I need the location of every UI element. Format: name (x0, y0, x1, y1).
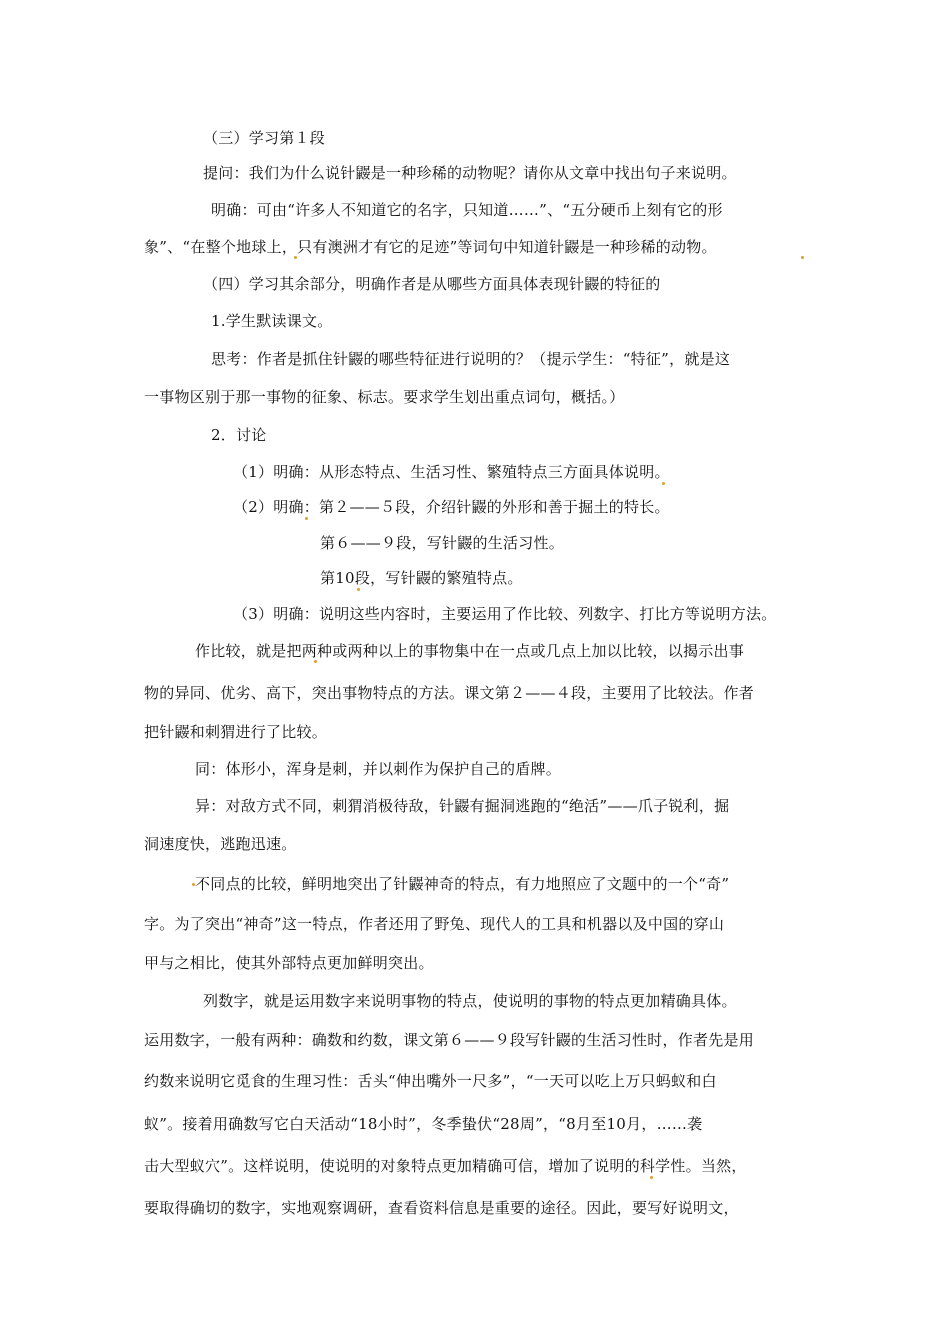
point-2-line: （2）明确：第２——５段，介绍针鼹的外形和善于掘土的特长。 (233, 498, 670, 516)
numbers-line-2: 运用数字，一般有两种：确数和约数，课文第６——９段写针鼹的生活习性时，作者先是用 (144, 1031, 755, 1049)
point-1-line: （1）明确：从形态特点、生活习性、繁殖特点三方面具体说明。 (233, 463, 670, 481)
step-1-line: 1.学生默读课文。 (211, 312, 333, 330)
compare-line-1: 作比较，就是把两种或两种以上的事物集中在一点或几点上加以比较，以揭示出事 (195, 642, 745, 660)
scan-speck (314, 660, 317, 663)
scan-speck (357, 588, 360, 591)
think-line-1: 思考：作者是抓住针鼹的哪些特征进行说明的？（提示学生：“特征”，就是这 (211, 350, 731, 368)
contrast-line-2: 字。为了突出“神奇”这一特点，作者还用了野兔、现代人的工具和机器以及中国的穿山 (144, 915, 725, 933)
compare-line-3: 把针鼹和刺猬进行了比较。 (144, 723, 328, 741)
scan-speck (801, 256, 804, 259)
scan-speck (305, 517, 308, 520)
section-heading-3: （三）学习第１段 (203, 129, 326, 147)
scan-speck (294, 256, 297, 259)
numbers-line-5: 击大型蚁穴”。这样说明，使说明的对象特点更加精确可信，增加了说明的科学性。当然， (144, 1157, 747, 1175)
contrast-line-1: 不同点的比较，鲜明地突出了针鼹神奇的特点，有力地照应了文题中的一个“奇” (195, 875, 730, 893)
diff-line-1: 异：对敌方式不同，刺猬消极待敌，针鼹有掘洞逃跑的“绝活”——爪子锐利，掘 (195, 797, 730, 815)
answer-line-1: 明确：可由“许多人不知道它的名字，只知道……”、“五分硬币上刻有它的形 (211, 201, 723, 219)
numbers-line-6: 要取得确切的数字，实地观察调研，查看资料信息是重要的途径。因此，要写好说明文， (144, 1199, 739, 1217)
same-line: 同：体形小，浑身是刺，并以刺作为保护自己的盾牌。 (195, 760, 562, 778)
point-3-line: （3）明确：说明这些内容时，主要运用了作比较、列数字、打比方等说明方法。 (233, 605, 777, 623)
point-2-sub-2: 第10段，写针鼹的繁殖特点。 (320, 569, 523, 587)
answer-line-2: 象”、“在整个地球上，只有澳洲才有它的足迹”等词句中知道针鼹是一种珍稀的动物。 (144, 238, 717, 256)
step-2-line: 2．讨论 (211, 426, 267, 444)
numbers-line-4: 蚁”。接着用确数写它白天活动“18小时”，冬季蛰伏“28周”，“8月至10月，……袭 (144, 1115, 703, 1133)
numbers-line-1: 列数字，就是运用数字来说明事物的特点，使说明的事物的特点更加精确具体。 (203, 992, 737, 1010)
think-line-2: 一事物区别于那一事物的征象、标志。要求学生划出重点词句，概括。） (144, 388, 625, 406)
scan-speck (650, 1176, 653, 1179)
numbers-line-3: 约数来说明它觅食的生理习性：舌头“伸出嘴外一尺多”，“一天可以吃上万只蚂蚁和白 (144, 1072, 717, 1090)
scan-speck (662, 482, 665, 485)
contrast-line-3: 甲与之相比，使其外部特点更加鲜明突出。 (144, 954, 434, 972)
diff-line-2: 洞速度快，逃跑迅速。 (144, 835, 297, 853)
compare-line-2: 物的异同、优劣、高下，突出事物特点的方法。课文第２——４段，主要用了比较法。作者 (144, 684, 755, 702)
point-2-sub-1: 第６——９段，写针鼹的生活习性。 (320, 534, 565, 552)
section-heading-4: （四）学习其余部分，明确作者是从哪些方面具体表现针鼹的特征的 (203, 275, 661, 293)
scan-speck (192, 883, 195, 886)
question-line: 提问：我们为什么说针鼹是一种珍稀的动物呢？请你从文章中找出句子来说明。 (203, 164, 737, 182)
